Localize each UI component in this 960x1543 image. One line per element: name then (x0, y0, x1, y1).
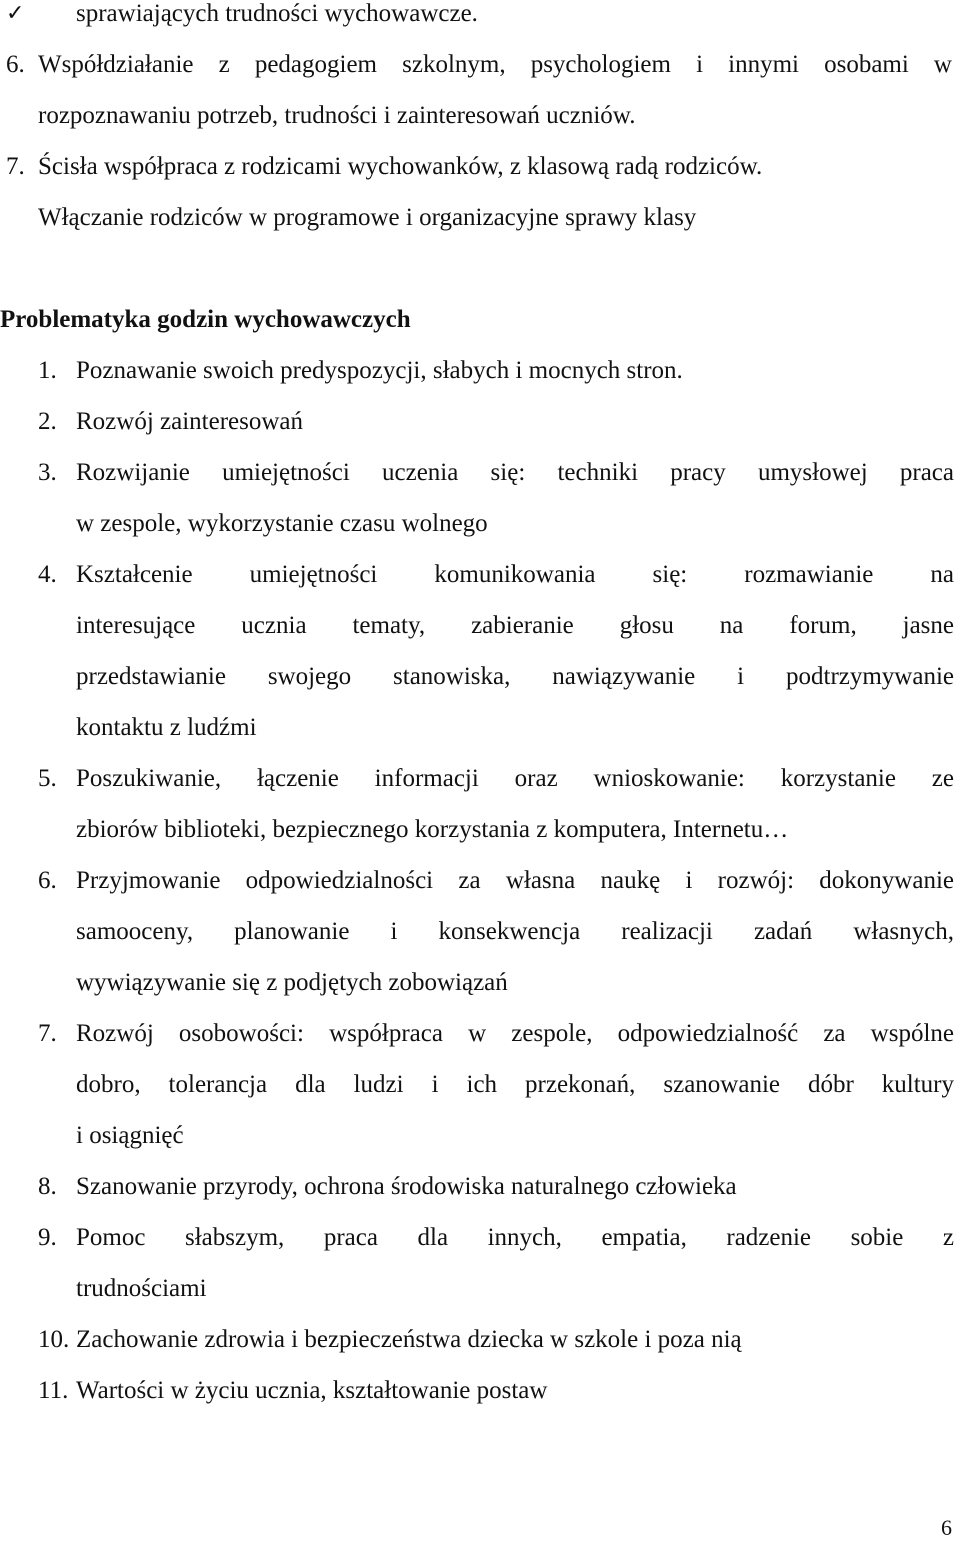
check-item-text: sprawiających trudności wychowawcze. (76, 0, 478, 27)
list-item-text: wywiązywanie się z podjętych zobowiązań (76, 969, 508, 996)
list-item-text: przedstawianie swojego stanowiska, nawiązywanie i podtrzymywanie (76, 663, 954, 690)
list-item-7-cont (0, 198, 960, 238)
list-item-cont (0, 504, 960, 544)
list-item (0, 1218, 960, 1258)
list-item-text: rozpoznawaniu potrzeb, trudności i zainteresowań uczniów. (38, 102, 636, 129)
list-item-text: Poszukiwanie, łączenie informacji oraz wnioskowanie: korzystanie ze (76, 765, 954, 792)
list-item (0, 555, 960, 595)
list-item-text: Rozwój osobowości: współpraca w zespole, odpowiedzialność za wspólne (76, 1020, 954, 1047)
list-item-text: Rozwijanie umiejętności uczenia się: techniki pracy umysłowej praca (76, 459, 954, 486)
list-item (0, 1371, 960, 1411)
list-item-text: Współdziałanie z pedagogiem szkolnym, psychologiem i innymi osobami w (38, 51, 952, 78)
list-item-cont (0, 708, 960, 748)
list-item-text: Zachowanie zdrowia i bezpieczeństwa dziecka w szkole i poza nią (76, 1326, 742, 1353)
list-number: 9. (38, 1224, 57, 1251)
list-item-cont (0, 963, 960, 1003)
list-item-cont (0, 1269, 960, 1309)
section-heading: Problematyka godzin wychowawczych (0, 306, 411, 333)
list-item-text: Przyjmowanie odpowiedzialności za własna naukę i rozwój: dokonywanie (76, 867, 954, 894)
list-item-cont (0, 912, 960, 952)
list-item (0, 1320, 960, 1360)
list-item (0, 453, 960, 493)
list-number: 7. (38, 1020, 57, 1047)
list-item-text: Rozwój zainteresowań (76, 408, 304, 435)
list-item-text: Kształcenie umiejętności komunikowania się: rozmawianie na (76, 561, 954, 588)
list-number: 1. (38, 357, 57, 384)
list-item-text: Pomoc słabszym, praca dla innych, empatia, radzenie sobie z (76, 1224, 954, 1251)
list-item-cont (0, 657, 960, 697)
list-item-text: interesujące ucznia tematy, zabieranie głosu na forum, jasne (76, 612, 954, 639)
list-item (0, 351, 960, 391)
list-item-text: zbiorów biblioteki, bezpiecznego korzystania z komputera, Internetu… (76, 816, 789, 843)
list-item-text: w zespole, wykorzystanie czasu wolnego (76, 510, 488, 537)
list-item-text: dobro, tolerancja dla ludzi i ich przekonań, szanowanie dóbr kultury (76, 1071, 954, 1098)
list-item-cont (0, 810, 960, 850)
list-item-text: i osiągnięć (76, 1122, 184, 1149)
list-item-text: Włączanie rodziców w programowe i organizacyjne sprawy klasy (38, 204, 697, 231)
list-item-cont (0, 606, 960, 646)
list-number: 11. (38, 1377, 69, 1404)
list-number: 2. (38, 408, 57, 435)
list-item-text: Szanowanie przyrody, ochrona środowiska naturalnego człowieka (76, 1173, 737, 1200)
list-item (0, 402, 960, 442)
list-item (0, 1014, 960, 1054)
list-number: 7. (6, 153, 25, 180)
list-item-cont (0, 1116, 960, 1156)
page-number: 6 (941, 1515, 952, 1540)
list-item (0, 759, 960, 799)
list-number: 8. (38, 1173, 57, 1200)
list-item-text: trudnościami (76, 1275, 207, 1302)
list-item (0, 1167, 960, 1207)
list-number: 5. (38, 765, 57, 792)
list-number: 10. (38, 1326, 70, 1353)
list-item-text: Wartości w życiu ucznia, kształtowanie postaw (76, 1377, 548, 1404)
check-item (0, 0, 960, 34)
list-number: 6. (38, 867, 57, 894)
checkmark-icon: ✓ (6, 1, 25, 26)
list-item-6-cont (0, 96, 960, 136)
list-item-cont (0, 1065, 960, 1105)
list-item-7 (0, 147, 960, 187)
list-item-text: kontaktu z ludźmi (76, 714, 257, 741)
list-number: 4. (38, 561, 57, 588)
list-item (0, 861, 960, 901)
section-heading-row (0, 300, 960, 340)
list-number: 6. (6, 51, 25, 78)
list-item-text: samooceny, planowanie i konsekwencja realizacji zadań własnych, (76, 918, 954, 945)
list-item-6 (0, 45, 960, 85)
list-number: 3. (38, 459, 57, 486)
list-item-text: Ścisła współpraca z rodzicami wychowanków, z klasową radą rodziców. (38, 153, 763, 180)
list-item-text: Poznawanie swoich predyspozycji, słabych i mocnych stron. (76, 357, 683, 384)
